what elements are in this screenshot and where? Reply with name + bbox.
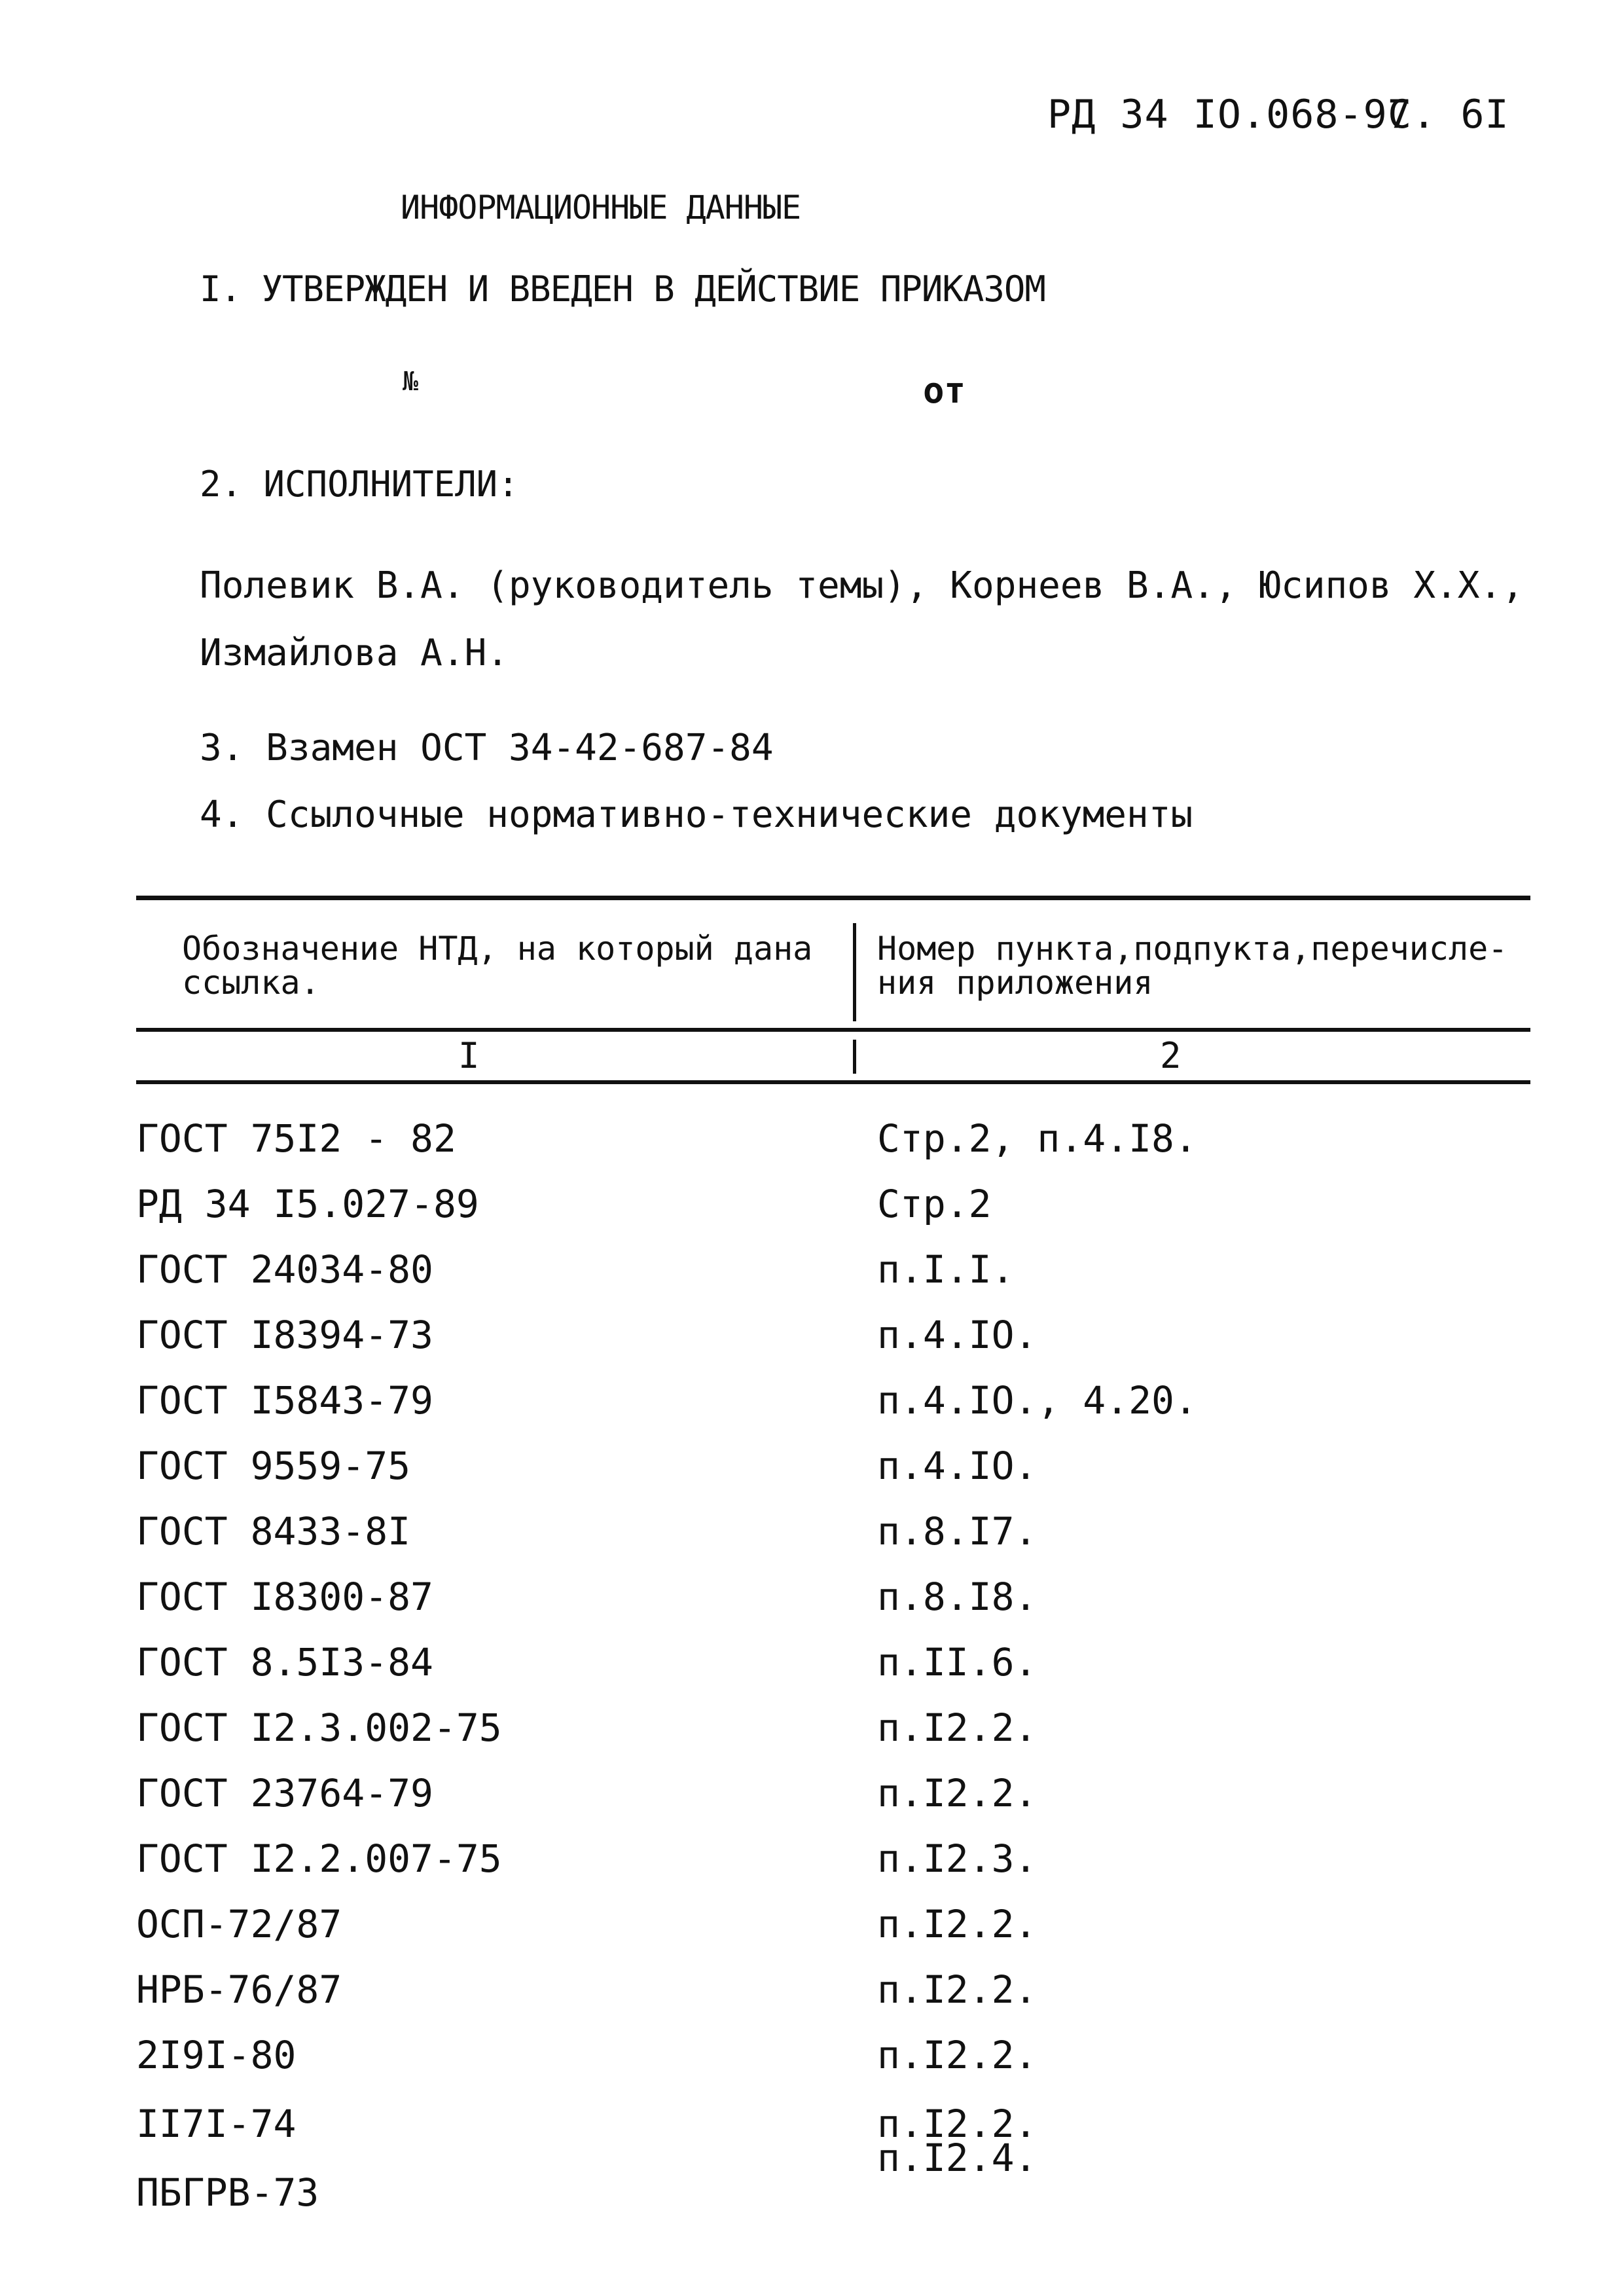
table-row-doc: ГОСТ I5843-79 (136, 1378, 433, 1423)
table-row-ref: п.I2.2. (877, 1771, 1038, 1815)
col1-number: I (458, 1035, 480, 1076)
col1-header-line-2: ссылка. (182, 964, 320, 1002)
table-row-ref: п.I2.2. (877, 2102, 1038, 2146)
header-column-separator (853, 923, 856, 1021)
table-row-ref: п.I2.2. (877, 1902, 1038, 1946)
page-number: С. 6I (1388, 92, 1509, 137)
performers-line-1: Полевик В.А. (руководитель темы), Корнеев В.А., Юсипов Х.Х., (200, 564, 1524, 607)
table-row-doc: ОСП-72/87 (136, 1902, 342, 1946)
table-row-doc: ГОСТ 9559-75 (136, 1444, 411, 1488)
table-row-doc: ГОСТ I8394-73 (136, 1313, 433, 1357)
number-column-separator (853, 1040, 856, 1074)
table-row-ref: п.8.I7. (877, 1509, 1038, 1554)
table-header-rule (136, 1028, 1530, 1032)
table-row-ref: п.I.I. (877, 1247, 1015, 1292)
col2-number: 2 (1160, 1035, 1182, 1076)
table-row-doc: ГОСТ I2.2.007-75 (136, 1836, 502, 1881)
table-row-doc: РД 34 I5.027-89 (136, 1182, 479, 1226)
table-row-doc: II7I-74 (136, 2102, 297, 2146)
document-code: РД 34 IO.068-97 (1047, 92, 1412, 137)
table-row-ref: п.8.I8. (877, 1575, 1038, 1619)
table-row-doc: ГОСТ 75I2 - 82 (136, 1116, 456, 1161)
table-row-ref: п.4.IO., 4.20. (877, 1378, 1197, 1423)
table-row-ref: п.I2.2. (877, 1705, 1038, 1750)
table-row-doc: ГОСТ 8.5I3-84 (136, 1640, 433, 1685)
table-row-doc: ПБГРВ-73 (136, 2170, 319, 2215)
table-row-ref: п.4.IO. (877, 1313, 1038, 1357)
table-row-ref: Стр.2 (877, 1182, 992, 1226)
item-2-performers: 2. ИСПОЛНИТЕЛИ: (200, 464, 519, 505)
table-row-doc: ГОСТ 24034-80 (136, 1247, 433, 1292)
item-3-replaces: 3. Взамен ОСТ 34-42-687-84 (200, 727, 774, 769)
item-1-approved: I. УТВЕРЖДЕН И ВВЕДЕН В ДЕЙСТВИЕ ПРИКАЗОМ (200, 268, 1045, 310)
performers-line-2: Измайлова А.Н. (200, 632, 509, 674)
table-row-doc: ГОСТ 8433-8I (136, 1509, 411, 1554)
table-row-ref: п.I2.2. (877, 1967, 1038, 2012)
table-row-doc: ГОСТ 23764-79 (136, 1771, 433, 1815)
col1-header-line-1: Обозначение НТД, на который дана (182, 930, 813, 968)
table-row-doc: НРБ-76/87 (136, 1967, 342, 2012)
table-row-doc: ГОСТ I2.3.002-75 (136, 1705, 502, 1750)
table-row-doc: 2I9I-80 (136, 2033, 297, 2077)
item-4-references: 4. Ссылочные нормативно-технические документы (200, 793, 1193, 836)
col2-header-line-1: Номер пункта,подпукта,перечисле- (877, 930, 1508, 968)
table-row-ref: п.4.IO. (877, 1444, 1038, 1488)
table-row-doc: ГОСТ I8300-87 (136, 1575, 433, 1619)
order-date-label: от (923, 370, 966, 411)
table-top-rule (136, 896, 1530, 900)
col2-header-line-2: ния приложения (877, 964, 1153, 1002)
table-row-ref: п.II.6. (877, 1640, 1038, 1685)
order-number-sign: № (403, 367, 419, 397)
table-row-ref: п.I2.3. (877, 1836, 1038, 1881)
table-row-ref: п.I2.2. (877, 2033, 1038, 2077)
page-title: ИНФОРМАЦИОННЫЕ ДАННЫЕ (401, 189, 801, 227)
table-number-rule (136, 1080, 1530, 1084)
table-row-ref: Стр.2, п.4.I8. (877, 1116, 1197, 1161)
table-row-ref: п.I2.4. (877, 2136, 1038, 2180)
